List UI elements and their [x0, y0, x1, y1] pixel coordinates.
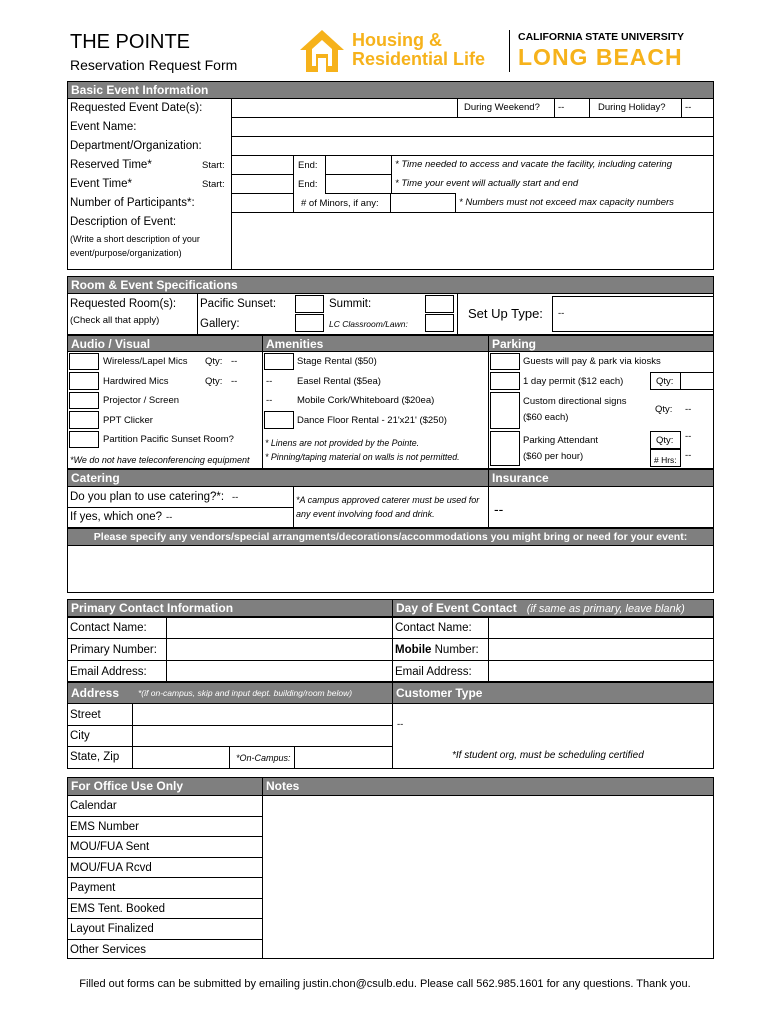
- primary-email-input[interactable]: [166, 660, 393, 682]
- logo-divider: [509, 30, 510, 72]
- primary-number-input[interactable]: [166, 638, 393, 661]
- primary-header: Primary Contact Information: [67, 599, 393, 617]
- easel-value[interactable]: --: [266, 376, 273, 387]
- signs-label-2: ($60 each): [523, 412, 569, 423]
- primary-name-input[interactable]: [166, 617, 393, 639]
- stage-label: Stage Rental ($50): [297, 356, 377, 367]
- pacific-sunset-label: Pacific Sunset:: [200, 298, 277, 310]
- insurance-value[interactable]: --: [494, 501, 504, 517]
- cork-label: Mobile Cork/Whiteboard ($20ea): [297, 395, 435, 406]
- lc-classroom-checkbox[interactable]: [425, 314, 454, 332]
- rooms-label: Requested Room(s):: [70, 298, 177, 310]
- dance-floor-checkbox[interactable]: [264, 411, 294, 429]
- ppt-clicker-label: PPT Clicker: [103, 415, 153, 426]
- day-of-email-label: Email Address:: [395, 666, 472, 678]
- day-permit-qty[interactable]: Qty:: [650, 372, 681, 390]
- caterer-note-1: *A campus approved caterer must be used for: [296, 495, 480, 505]
- event-name-input[interactable]: [231, 117, 714, 137]
- primary-number-label: Primary Number:: [70, 644, 157, 656]
- form-subtitle: Reservation Request Form: [70, 57, 238, 73]
- day-of-email-input[interactable]: [488, 660, 714, 682]
- customer-type-note: *If student org, must be scheduling certified: [452, 750, 644, 761]
- participants-input[interactable]: [231, 193, 294, 213]
- reserved-end-input[interactable]: [325, 155, 392, 175]
- form-title: THE POINTE: [70, 31, 191, 53]
- basic-header: Basic Event Information: [67, 81, 714, 99]
- reserved-start-input[interactable]: [231, 155, 294, 175]
- event-start-input[interactable]: [231, 174, 294, 194]
- event-end-label: End:: [298, 179, 318, 190]
- pacific-sunset-checkbox[interactable]: [295, 295, 324, 313]
- description-label: Description of Event:: [70, 216, 177, 228]
- attendant-label-2: ($60 per hour): [523, 451, 584, 462]
- partition-label: Partition Pacific Sunset Room?: [103, 434, 234, 445]
- hardwired-mics-label: Hardwired Mics: [103, 376, 169, 387]
- city-input[interactable]: [132, 725, 393, 747]
- logo-csu: CALIFORNIA STATE UNIVERSITY: [518, 31, 685, 43]
- pinning-note: * Pinning/taping material on walls is not permitted.: [265, 452, 460, 462]
- logo-residential-life: Residential Life: [352, 49, 486, 69]
- catering-header: Catering: [67, 469, 489, 487]
- logo-long-beach: LONG BEACH: [518, 44, 683, 70]
- partition-checkbox[interactable]: [69, 431, 99, 448]
- dates-label: Requested Event Date(s):: [70, 102, 203, 114]
- event-end-input[interactable]: [325, 174, 392, 194]
- day-of-number-input[interactable]: [488, 638, 714, 661]
- weekend-select[interactable]: --: [554, 98, 590, 118]
- notes-header: Notes: [262, 777, 714, 796]
- description-hint-1: (Write a short description of your: [70, 234, 200, 244]
- office-item-label: MOU/FUA Sent: [70, 841, 150, 853]
- wireless-qty-label: Qty:: [205, 356, 223, 367]
- attendant-qty[interactable]: Qty:: [650, 431, 681, 449]
- reserved-end-label: End:: [298, 160, 318, 171]
- caterer-which-label: If yes, which one?: [70, 511, 163, 523]
- gallery-label: Gallery:: [200, 318, 240, 330]
- street-input[interactable]: [132, 703, 393, 726]
- hardwired-qty-label: Qty:: [205, 376, 223, 387]
- day-of-name-label: Contact Name:: [395, 622, 472, 634]
- dept-label: Department/Organization:: [70, 140, 202, 152]
- room-header: Room & Event Specifications: [67, 276, 714, 294]
- event-start-label: Start:: [202, 179, 225, 190]
- setup-type-label: Set Up Type:: [468, 306, 543, 321]
- reserved-time-label: Reserved Time*: [70, 159, 152, 171]
- lc-classroom-label: LC Classroom/Lawn:: [329, 319, 408, 329]
- attendant-checkbox[interactable]: [490, 431, 520, 466]
- customer-type-select[interactable]: --: [397, 719, 404, 730]
- attendant-hrs-value[interactable]: --: [685, 450, 692, 461]
- state-zip-input[interactable]: [132, 746, 230, 769]
- linens-note: * Linens are not provided by the Pointe.: [265, 438, 420, 448]
- summit-checkbox[interactable]: [425, 295, 454, 313]
- setup-type-select[interactable]: --: [552, 296, 714, 332]
- description-hint-2: event/purpose/organization): [70, 248, 182, 258]
- minors-label: # of Minors, if any:: [301, 198, 379, 209]
- dance-floor-label: Dance Floor Rental - 21'x21' ($250): [297, 415, 447, 426]
- minors-input[interactable]: [390, 193, 456, 213]
- notes-input[interactable]: [262, 795, 714, 959]
- reserved-note: * Time needed to access and vacate the facility, including catering: [395, 159, 672, 170]
- catering-plan-value[interactable]: --: [232, 492, 239, 503]
- office-item-label: MOU/FUA Rcvd: [70, 861, 152, 874]
- street-label: Street: [70, 709, 101, 721]
- signs-qty-label: Qty:: [655, 404, 673, 415]
- event-time-label: Event Time*: [70, 178, 132, 190]
- caterer-note-2: any event involving food and drink.: [296, 509, 435, 519]
- office-item-label: EMS Tent. Booked: [70, 902, 166, 915]
- reserved-start-label: Start:: [202, 160, 225, 171]
- av-header: Audio / Visual: [67, 335, 263, 352]
- amenities-header: Amenities: [262, 335, 489, 352]
- guests-kiosk-label: Guests will pay & park via kiosks: [523, 356, 661, 367]
- directional-signs-checkbox[interactable]: [490, 392, 520, 429]
- guests-kiosk-checkbox[interactable]: [490, 353, 520, 370]
- catering-plan-label: Do you plan to use catering?*:: [70, 491, 225, 503]
- projector-checkbox[interactable]: [69, 392, 99, 409]
- vendors-header: Please specify any vendors/special arrangments/decorations/accommodations you might bring or need for your event:: [67, 528, 714, 546]
- signs-label-1: Custom directional signs: [523, 396, 627, 407]
- office-item-label: Layout Finalized: [70, 923, 154, 935]
- office-item-label: EMS Number: [70, 820, 140, 833]
- weekend-label: During Weekend?: [464, 102, 540, 113]
- on-campus-input[interactable]: [294, 746, 393, 769]
- dept-input[interactable]: [231, 136, 714, 156]
- description-input[interactable]: [231, 212, 714, 270]
- gallery-checkbox[interactable]: [295, 314, 324, 332]
- hardwired-qty-value[interactable]: --: [231, 376, 238, 387]
- day-permit-qty-input[interactable]: [680, 372, 714, 390]
- office-item-label: Calendar: [70, 800, 117, 812]
- stage-checkbox[interactable]: [264, 353, 294, 370]
- projector-label: Projector / Screen: [103, 395, 180, 406]
- logo-housing: Housing &: [352, 30, 442, 50]
- capacity-note: * Numbers must not exceed max capacity numbers: [459, 197, 674, 208]
- caterer-which-value[interactable]: --: [166, 512, 173, 523]
- vendors-input[interactable]: [67, 545, 714, 593]
- cork-value[interactable]: --: [266, 395, 273, 406]
- event-name-label: Event Name:: [70, 121, 137, 133]
- attendant-hrs[interactable]: # Hrs:: [650, 449, 681, 467]
- wireless-mics-label: Wireless/Lapel Mics: [103, 356, 188, 367]
- house-logo-icon: [298, 28, 346, 74]
- primary-email-label: Email Address:: [70, 666, 147, 678]
- signs-qty-value[interactable]: --: [685, 404, 692, 415]
- wireless-mics-checkbox[interactable]: [69, 353, 99, 370]
- office-item-label: Other Services: [70, 943, 147, 956]
- city-label: City: [70, 730, 90, 742]
- attendant-qty-value[interactable]: --: [685, 431, 692, 442]
- holiday-select[interactable]: --: [681, 98, 714, 118]
- event-dates-input[interactable]: [231, 98, 458, 118]
- state-zip-label: State, Zip: [70, 751, 120, 763]
- day-permit-checkbox[interactable]: [490, 372, 520, 390]
- hardwired-mics-checkbox[interactable]: [69, 372, 99, 390]
- day-of-header: Day of Event Contact (if same as primary, leave blank): [392, 599, 714, 617]
- footer-text: Filled out forms can be submitted by emailing justin.chon@csulb.edu. Please call 562.985.1601 for any questions. Thank you.: [79, 978, 691, 990]
- office-item-label: Payment: [70, 882, 116, 894]
- attendant-label-1: Parking Attendant: [523, 435, 598, 446]
- day-of-number-label: Mobile Number:: [395, 644, 479, 656]
- on-campus-label: *On-Campus:: [236, 753, 291, 763]
- summit-label: Summit:: [329, 298, 372, 310]
- parking-header: Parking: [488, 335, 714, 352]
- holiday-label: During Holiday?: [598, 102, 666, 113]
- office-header: For Office Use Only: [67, 777, 263, 796]
- customer-type-header: Customer Type: [392, 682, 714, 704]
- day-of-name-input[interactable]: [488, 617, 714, 639]
- primary-name-label: Contact Name:: [70, 622, 147, 634]
- easel-label: Easel Rental ($5ea): [297, 376, 381, 387]
- insurance-header: Insurance: [488, 469, 714, 487]
- check-all-hint: (Check all that apply): [70, 315, 160, 326]
- day-permit-label: 1 day permit ($12 each): [523, 376, 624, 387]
- no-teleconferencing-note: *We do not have teleconferencing equipment: [70, 455, 250, 465]
- participants-label: Number of Participants*:: [70, 197, 195, 209]
- address-header: Address *(if on-campus, skip and input dept. building/room below): [67, 682, 393, 704]
- ppt-clicker-checkbox[interactable]: [69, 411, 99, 429]
- wireless-qty-value[interactable]: --: [231, 356, 238, 367]
- event-time-note: * Time your event will actually start and end: [395, 178, 579, 189]
